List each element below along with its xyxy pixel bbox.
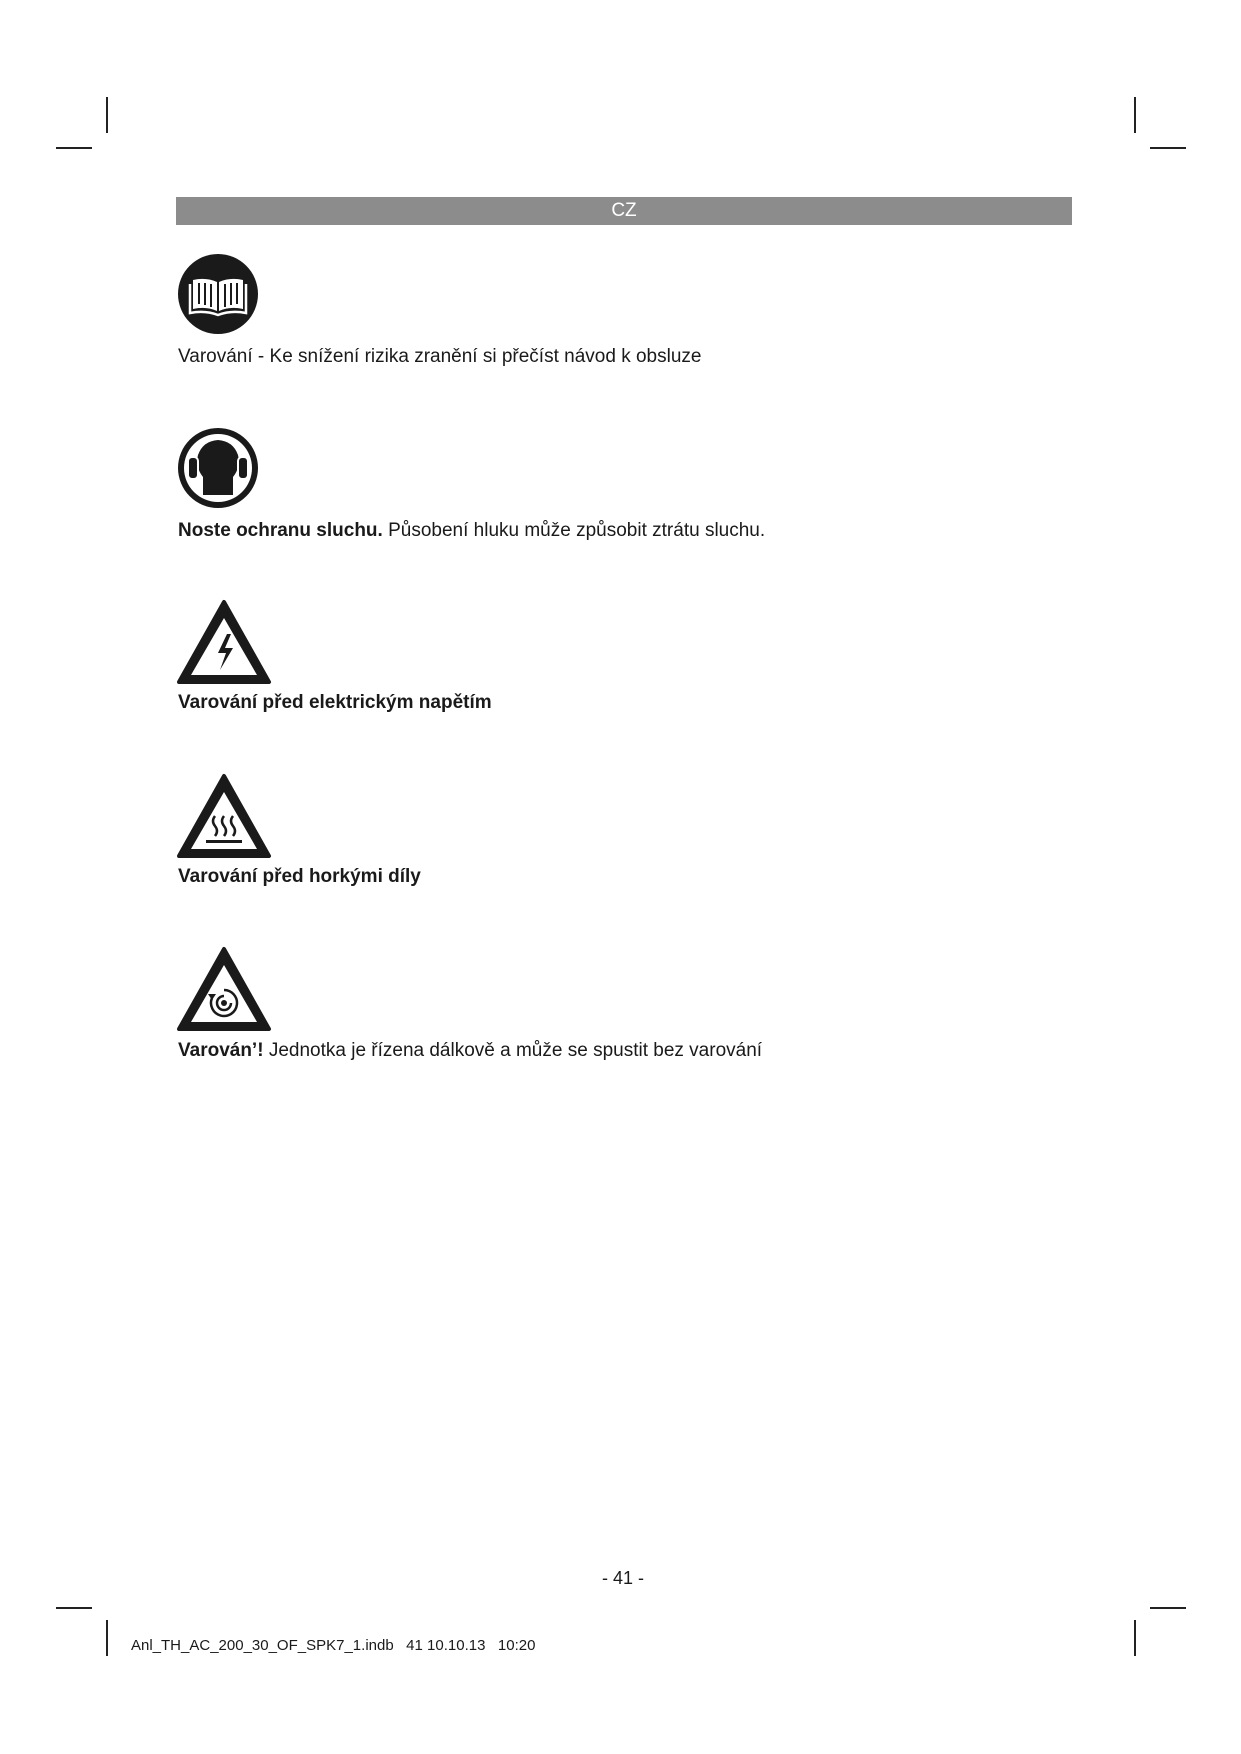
- warning-caption-hearing-protection: [178, 519, 765, 543]
- warning-caption-automatic-start: [178, 1039, 762, 1063]
- hot-surface-icon: [175, 772, 273, 860]
- warning-caption-hot-surface: [178, 865, 421, 889]
- automatic-start-icon: [175, 945, 273, 1033]
- crop-mark: [56, 1607, 92, 1609]
- electric-voltage-icon: [175, 598, 273, 686]
- crop-mark: [1134, 1620, 1136, 1656]
- crop-mark: [56, 147, 92, 149]
- crop-mark: [1150, 147, 1186, 149]
- warning-text: Působení hluku může způsobit ztrátu sluchu.: [382, 520, 766, 541]
- warning-bold-text: Varování před elektrickým napětím: [178, 692, 492, 713]
- warning-caption-read-manual: [178, 345, 701, 369]
- crop-mark: [106, 97, 108, 133]
- language-label: CZ: [611, 200, 637, 221]
- page-number: - 41 -: [601, 1568, 644, 1588]
- read-manual-icon: [177, 253, 259, 335]
- warning-caption-electric-voltage: [178, 691, 492, 715]
- crop-mark: [1134, 97, 1136, 133]
- warning-text: Varování - Ke snížení rizika zranění si přečíst návod k obsluze: [178, 346, 702, 367]
- warning-text: Jednotka je řízena dálkově a může se spustit bez varování: [263, 1040, 763, 1061]
- warning-bold-text: Varován’!: [178, 1040, 264, 1061]
- hearing-protection-icon: [177, 427, 259, 509]
- language-header-bar: [176, 197, 1072, 225]
- crop-mark: [106, 1620, 108, 1656]
- warning-bold-text: Noste ochranu sluchu.: [178, 520, 383, 541]
- footer-file-info: Anl_TH_AC_200_30_OF_SPK7_1.indb 41 10.10.13 10:20: [131, 1637, 536, 1654]
- warning-bold-text: Varování před horkými díly: [178, 866, 421, 887]
- crop-mark: [1150, 1607, 1186, 1609]
